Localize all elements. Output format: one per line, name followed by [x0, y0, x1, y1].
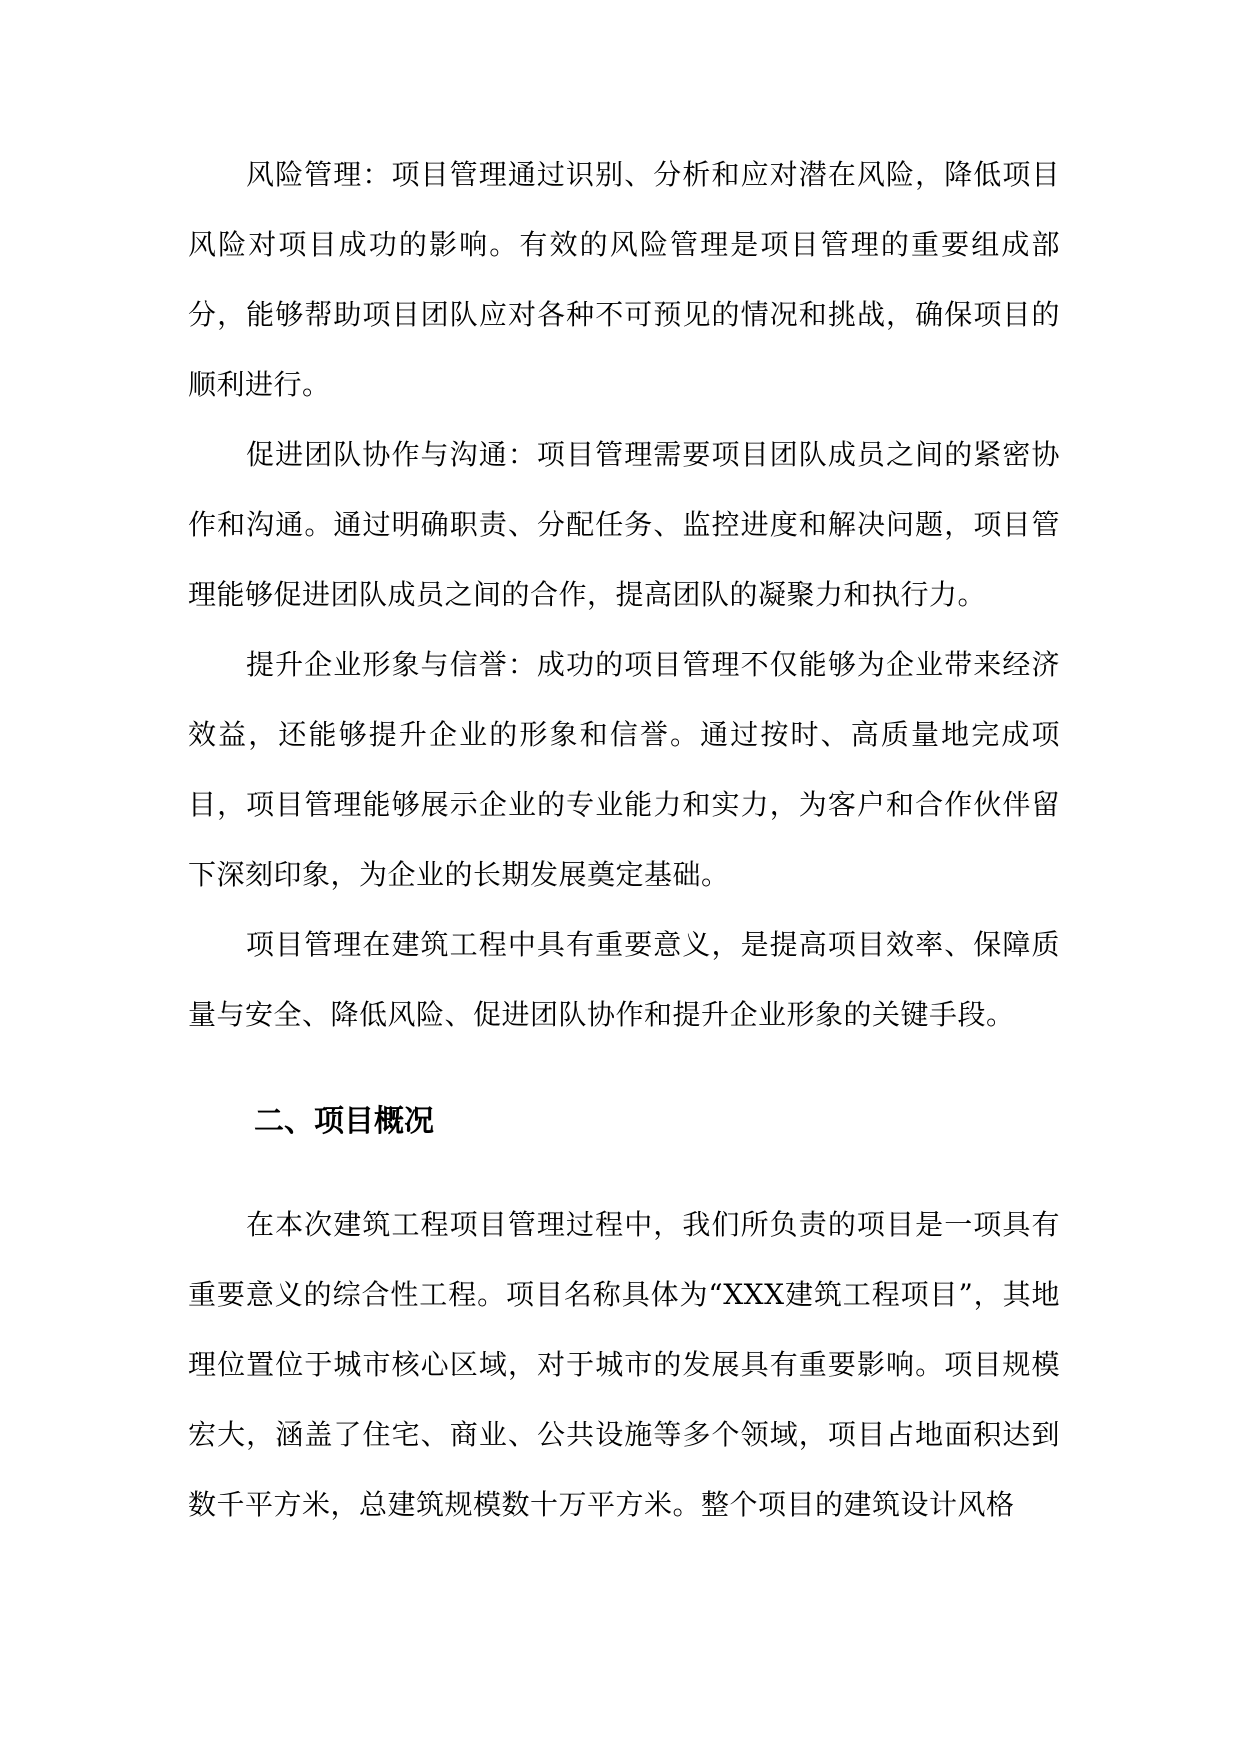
paragraph-corporate-image: 提升企业形象与信誉：成功的项目管理不仅能够为企业带来经济效益，还能够提升企业的形象和信誉。通过按时、高质量地完成项目，项目管理能够展示企业的专业能力和实力，为客户和合作伙伴留下深刻印象，为企业的长期发展奠定基础。: [188, 648, 1060, 891]
document-body: [188, 140, 1060, 1540]
paragraph-team-collaboration: 促进团队协作与沟通：项目管理需要项目团队成员之间的紧密协作和沟通。通过明确职责、分配任务、监控进度和解决问题，项目管理能够促进团队成员之间的合作，提高团队的凝聚力和执行力。: [188, 438, 1060, 611]
paragraph-project-overview: 在本次建筑工程项目管理过程中，我们所负责的项目是一项具有重要意义的综合性工程。项目名称具体为“XXX建筑工程项目”，其地理位置位于城市核心区域，对于城市的发展具有重要影响。项目规模宏大，涵盖了住宅、商业、公共设施等多个领域，项目占地面积达到数千平方米，总建筑规模数十万平方米。整个项目的建筑设计风格: [188, 1208, 1060, 1521]
paragraph-risk-management: 风险管理：项目管理通过识别、分析和应对潜在风险，降低项目风险对项目成功的影响。有效的风险管理是项目管理的重要组成部分，能够帮助项目团队应对各种不可预见的情况和挑战，确保项目的顺利进行。: [188, 158, 1060, 401]
paragraph-summary: 项目管理在建筑工程中具有重要意义，是提高项目效率、保障质量与安全、降低风险、促进团队协作和提升企业形象的关键手段。: [188, 928, 1060, 1031]
section-heading-project-overview: 二、项目概况: [254, 1104, 434, 1139]
